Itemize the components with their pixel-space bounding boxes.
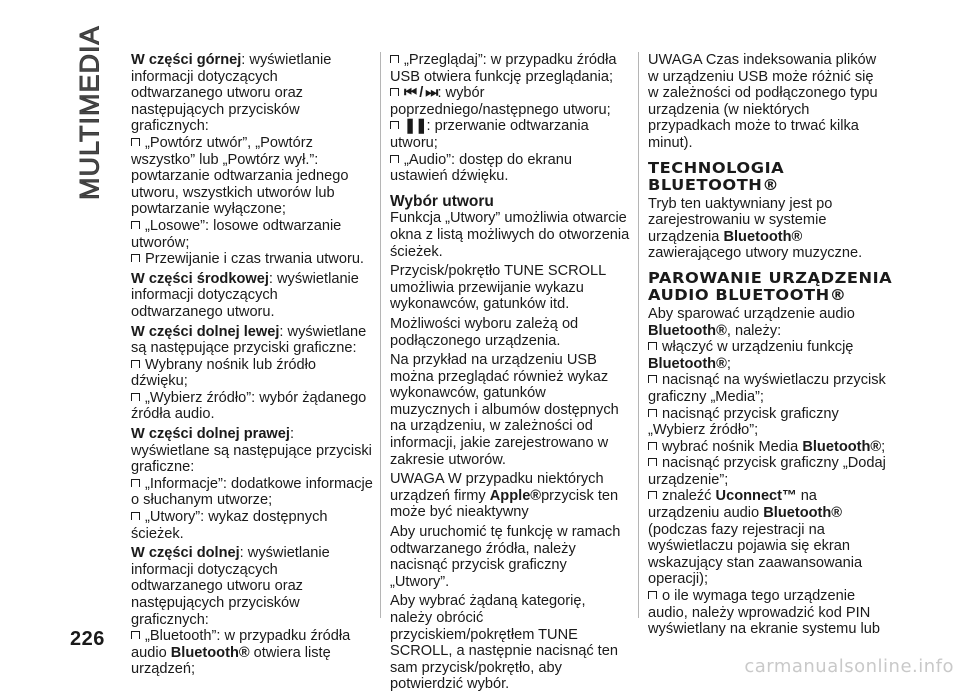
bullet-item [131, 476, 373, 509]
bold-lead: W części środkowej [131, 270, 269, 287]
bullet-icon [131, 512, 140, 520]
bullet-icon [390, 88, 399, 96]
bullet-icon [390, 155, 399, 163]
bold-lead: W części górnej [131, 52, 242, 68]
text: ; [726, 355, 731, 372]
text: Aby sparować urządzenie audio [648, 305, 855, 322]
text: wybrać nośnik Media [662, 438, 803, 455]
column-middle [390, 52, 630, 693]
paragraph [131, 271, 373, 321]
bold-term: Bluetooth® [648, 322, 727, 339]
paragraph: Na przykład na urządzeniu USB można przeglądać również wykaz wykonawców, gatunków muzycznych i albumów dostępnych na urządzeniu, w zależności od informacji, jakie zarejestrowano w zakresie utworów. [390, 352, 619, 468]
bullet-item [648, 488, 888, 588]
text: : wyświetlanie informacji dotyczących odtwarzanego utworu oraz następujących przycisków graficznych: [131, 52, 332, 135]
paragraph: Aby wybrać żądaną kategorię, należy obrócić przyciskiem/pokrętłem TUNE SCROLL, a następnie nacisnąć ten sam przycisk/pokrętło, aby potwierdzić wybór. [390, 593, 618, 693]
bullet-item [131, 390, 373, 423]
bold-lead: W części dolnej prawej [131, 426, 290, 443]
bullet-icon [131, 393, 140, 401]
page-number: 226 [70, 628, 105, 650]
text: : przerwanie odtwarzania utworu; [390, 118, 589, 151]
bullet-item [131, 509, 373, 542]
paragraph: Przycisk/pokrętło TUNE SCROLL umożliwia przewijanie wykazu wykonawców, gatunków itd. [390, 263, 606, 313]
text: (podczas fazy rejestracji na wyświetlaczu pojawia się ekran wskazujący stan zaawansowania operacji); [648, 521, 863, 588]
bullet-item [131, 357, 373, 390]
bullet-icon [390, 121, 399, 129]
column-divider [638, 52, 639, 618]
bullet-item [390, 52, 630, 85]
section-heading: PAROWANIE URZĄDZENIA AUDIO BLUETOOTH® [648, 268, 893, 304]
column-divider [380, 52, 381, 618]
text: nacisnąć na wyświetlaczu przycisk graficzny „Media”; [648, 372, 886, 405]
bold-term: Bluetooth® [170, 644, 250, 661]
bold-term: Bluetooth® [723, 228, 803, 245]
paragraph: Funkcja „Utwory” umożliwia otwarcie okna z listą możliwych do otworzenia ścieżek. [390, 210, 630, 260]
bullet-icon [648, 442, 657, 450]
bullet-item [131, 628, 373, 678]
bullet-icon [648, 491, 657, 499]
text: : wyświetlane są następujące przyciski graficzne: [131, 426, 372, 476]
section-heading: Wybór utworu [390, 192, 494, 210]
bold-term: Bluetooth® [802, 438, 882, 455]
text: Przewijanie i czas trwania utworu. [145, 251, 364, 268]
text: o ile wymaga tego urządzenie audio, należy wprowadzić kod PIN wyświetlany na ekranie systemu lub [648, 588, 880, 638]
bullet-item [390, 118, 630, 151]
section-heading: TECHNOLOGIA BLUETOOTH® [648, 158, 785, 194]
bullet-item [648, 455, 888, 488]
text: „Wybierz źródło”: wybór żądanego źródła audio. [131, 389, 367, 423]
watermark: carmanualsonline.info [744, 656, 954, 677]
paragraph [648, 306, 888, 339]
bullet-icon [131, 254, 140, 262]
bullet-item [390, 152, 630, 185]
paragraph [131, 426, 373, 476]
bullet-icon [131, 221, 140, 229]
text: włączyć w urządzeniu funkcję [662, 339, 854, 356]
pause-icon: ❚❚ [404, 118, 427, 135]
paragraph: UWAGA Czas indeksowania plików w urządzeniu USB może różnić się w zależności od podłączonego typu urządzenia (w niektórych przypadkach może to trwać kilka minut). [648, 52, 878, 151]
text: UWAGA W przypadku niektórych urządzeń firmy [390, 471, 604, 504]
bullet-item [648, 588, 888, 638]
text: nacisnąć przycisk graficzny „Dodaj urządzenie”; [648, 455, 886, 488]
text: przycisk ten może być nieaktywny [390, 487, 619, 521]
bullet-item [648, 439, 888, 456]
bullet-item [390, 85, 630, 118]
bullet-item [131, 251, 373, 268]
text: „Audio”: dostęp do ekranu ustawień dźwięku. [390, 151, 572, 185]
bullet-item [648, 372, 888, 405]
text: nacisnąć przycisk graficzny „Wybierz źródło”; [648, 405, 839, 439]
bold-term: Bluetooth® [648, 355, 727, 372]
bullet-icon [131, 479, 140, 487]
text: : wybór poprzedniego/następnego utworu; [390, 85, 611, 118]
text: ; [881, 438, 886, 455]
bold-lead: W części dolnej [131, 545, 240, 562]
bullet-icon [131, 138, 140, 146]
text: „Powtórz utwór”, „Powtórz wszystko” lub „Powtórz wył.”: powtarzanie odtwarzania jednego utworu, wszystkich utworów lub powtarzanie wyłączone; [131, 134, 349, 218]
text: „Przeglądaj”: w przypadku źródła USB otwiera funkcję przeglądania; [390, 52, 617, 85]
bold-term: Bluetooth® [763, 505, 843, 522]
text: znaleźć [662, 488, 716, 505]
paragraph [131, 324, 373, 357]
prev-next-icon: ⏮ / ⏭ [404, 85, 438, 102]
paragraph [648, 196, 888, 262]
bullet-icon [648, 409, 657, 417]
bullet-icon [390, 55, 399, 63]
text: „Utwory”: wykaz dostępnych ścieżek. [131, 509, 328, 542]
text: Wybrany nośnik lub źródło dźwięku; [131, 356, 317, 390]
text: „Informacje”: dodatkowe informacje o słuchanym utworze; [131, 475, 373, 509]
bold-term: Apple® [489, 487, 542, 504]
bullet-icon [648, 375, 657, 383]
bullet-item [131, 218, 373, 251]
bullet-icon [131, 631, 140, 639]
paragraph [131, 545, 373, 628]
text: „Losowe”: losowe odtwarzanie utworów; [131, 217, 342, 251]
text: zawierającego utwory muzyczne. [648, 245, 863, 262]
paragraph [390, 471, 630, 521]
bullet-icon [648, 342, 657, 350]
text: otwiera listę urządzeń; [131, 644, 331, 678]
text: : wyświetlanie informacji dotyczących odtwarzanego utworu. [131, 270, 359, 320]
bullet-icon [131, 360, 140, 368]
text: : wyświetlane są następujące przyciski graficzne: [131, 323, 367, 357]
paragraph: Aby uruchomić tę funkcję w ramach odtwarzanego źródła, należy nacisnąć przycisk graficzny „Utwory”. [390, 524, 621, 590]
bold-term: Uconnect™ [715, 488, 797, 505]
paragraph [131, 52, 373, 135]
bullet-icon [648, 458, 657, 466]
paragraph: Możliwości wyboru zależą od podłączonego urządzenia. [390, 315, 579, 349]
bullet-item [648, 339, 888, 372]
text: : wyświetlanie informacji dotyczących odtwarzanego utworu oraz następujących przycisków graficznych: [131, 545, 330, 628]
text: „Bluetooth”: w przypadku źródła audio [131, 628, 351, 661]
bullet-item [131, 135, 373, 218]
section-side-label: MULTIMEDIA [74, 25, 105, 201]
text: Tryb ten uaktywniany jest po zarejestrowaniu w systemie urządzenia [648, 195, 833, 245]
bold-lead: W części dolnej lewej [131, 323, 280, 340]
bullet-item [648, 406, 888, 439]
text: na urządzeniu audio [648, 488, 817, 522]
column-left [131, 52, 373, 678]
text: , należy: [726, 322, 782, 339]
bullet-icon [648, 591, 657, 599]
column-right [648, 52, 893, 638]
